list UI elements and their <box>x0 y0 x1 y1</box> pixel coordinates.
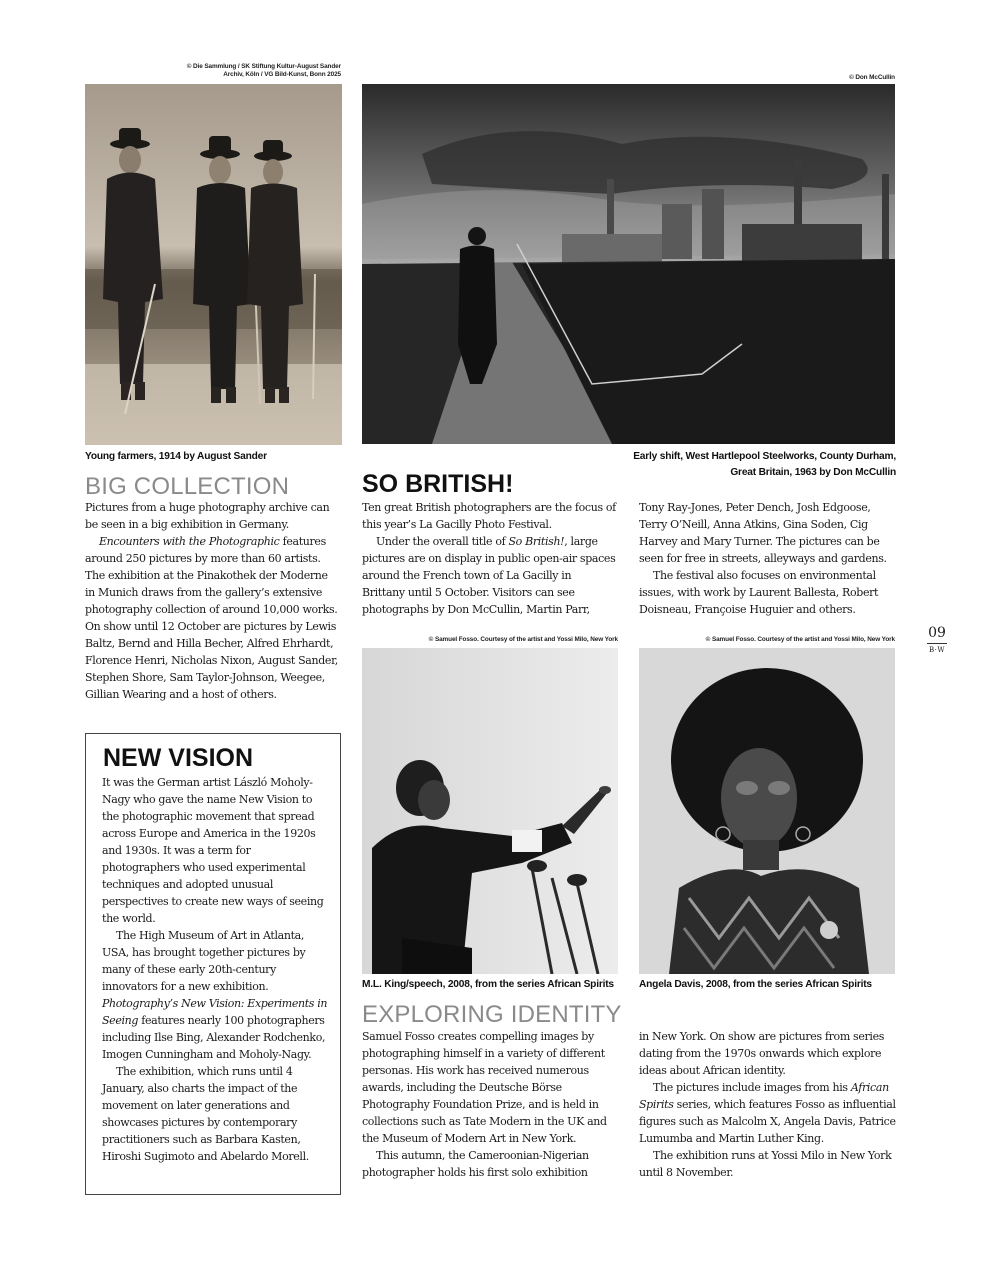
so-british-col-1 <box>362 499 616 618</box>
new-vision-para-2: The High Museum of Art in Atlanta, USA, has brought together pictures by many of these early 20th-century innovators for a new exhibition. Photography’s New Vision: Experiments in Seeing features nearly 100 photographers including Ilse Bing, Alexander Rodchenko, Imogen Cunningham and Moholy-Nagy. <box>102 929 328 1061</box>
new-vision-para-3: The exhibition, which runs until 4 January, also charts the impact of the movement on later generations and showcases pictures by contemporary practitioners such as Barbara Kasten, Hiroshi Sugimoto and Abelardo Morell. <box>102 1065 309 1163</box>
new-vision-heading: NEW VISION <box>103 744 254 772</box>
big-collection-para-2: Encounters with the Photographic features around 250 pictures by more than 60 artists. The exhibition at the Pinakothek der Moderne in Munich draws from the gallery’s extensive photography collection of around 10,000 works. On show until 12 October are pictures by Lewis Baltz, Bernd and Hilla Becher, Alfred Ehrhardt, Florence Henri, Nicholas Nixon, August Sander, Stephen Shore, Sam Taylor-Johnson, Weegee, Gillian Wearing and a host of others. <box>85 535 338 701</box>
steelworks-caption: Early shift, West Hartlepool Steelworks, County Durham, Great Britain, 1963 by Don McCullin <box>633 451 896 478</box>
farmers-caption: Young farmers, 1914 by August Sander <box>85 451 267 462</box>
so-british-para-1: Ten great British photographers are the focus of this year’s La Gacilly Photo Festival. <box>362 501 616 531</box>
folio-rule <box>927 643 947 644</box>
steelworks-photo <box>362 84 895 444</box>
steelworks-photo-credit: © Don McCullin <box>849 74 895 81</box>
new-vision-para-1: It was the German artist László Moholy-Nagy who gave the name New Vision to the photographic movement that spread across Europe and America in the 1920s and 1930s. It was a term for photographers who used experimental techniques and adopted unusual perspectives to create new ways of seeing the world. <box>102 776 324 925</box>
king-photo-credit: © Samuel Fosso. Courtesy of the artist and Yossi Milo, New York <box>428 636 618 643</box>
exploring-identity-col-1 <box>362 1028 614 1181</box>
big-collection-para-1: Pictures from a huge photography archive can be seen in a big exhibition in Germany. <box>85 501 330 531</box>
young-farmers-photo <box>85 84 342 445</box>
so-british-para-4: The festival also focuses on environmental issues, with work by Laurent Ballesta, Robert Doisneau, Françoise Huguier and others. <box>639 569 879 616</box>
so-british-col-2 <box>639 499 896 618</box>
exploring-identity-heading: EXPLORING IDENTITY <box>362 1001 622 1028</box>
page-folio <box>922 625 952 654</box>
magazine-mark: B·W <box>928 646 946 654</box>
big-collection-body <box>85 499 339 703</box>
davis-photo-credit: © Samuel Fosso. Courtesy of the artist and Yossi Milo, New York <box>705 636 895 643</box>
page-number: 09 <box>928 625 946 641</box>
king-caption: M.L. King/speech, 2008, from the series African Spirits <box>362 979 614 990</box>
exploring-identity-para-1: Samuel Fosso creates compelling images by photographing himself in a variety of different personas. His work has received numerous awards, including the Deutsche Börse Photography Foundation Prize, and is held in collections such as Tate Modern in the UK and the Museum of Modern Art in New York. <box>362 1030 607 1145</box>
exploring-identity-para-3: in New York. On show are pictures from series dating from the 1970s onwards which explore ideas about African identity. <box>639 1030 885 1077</box>
exploring-identity-para-4: The pictures include images from his African Spirits series, which features Fosso as influential figures such as Malcolm X, Angela Davis, Patrice Lumumba and Martin Luther King. <box>639 1081 896 1145</box>
farmers-photo-credit: © Die Sammlung / SK Stiftung Kultur-August Sander Archiv, Köln / VG Bild-Kunst, Bonn 2025 <box>186 63 341 78</box>
angela-davis-photo <box>639 648 895 974</box>
exploring-identity-col-2 <box>639 1028 896 1181</box>
so-british-para-3: Tony Ray-Jones, Peter Dench, Josh Edgoose, Terry O’Neill, Anna Atkins, Gina Soden, Cig Harvey and Mary Turner. The pictures can be seen for free in streets, alleyways and gardens. <box>639 501 887 565</box>
so-british-heading: SO BRITISH! <box>362 470 514 498</box>
new-vision-body <box>102 774 330 1165</box>
exploring-identity-para-2: This autumn, the Cameroonian-Nigerian photographer holds his first solo exhibition <box>362 1149 589 1179</box>
big-collection-heading: BIG COLLECTION <box>85 473 290 500</box>
so-british-para-2: Under the overall title of So British!, large pictures are on display in public open-air spaces around the French town of La Gacilly in Brittany until 5 October. Visitors can see photographs by Don McCullin, Martin Parr, <box>362 535 616 616</box>
exploring-identity-para-5: The exhibition runs at Yossi Milo in New York until 8 November. <box>639 1149 892 1179</box>
king-speech-photo <box>362 648 618 974</box>
new-vision-sidebar <box>85 733 341 1195</box>
davis-caption: Angela Davis, 2008, from the series African Spirits <box>639 979 872 990</box>
